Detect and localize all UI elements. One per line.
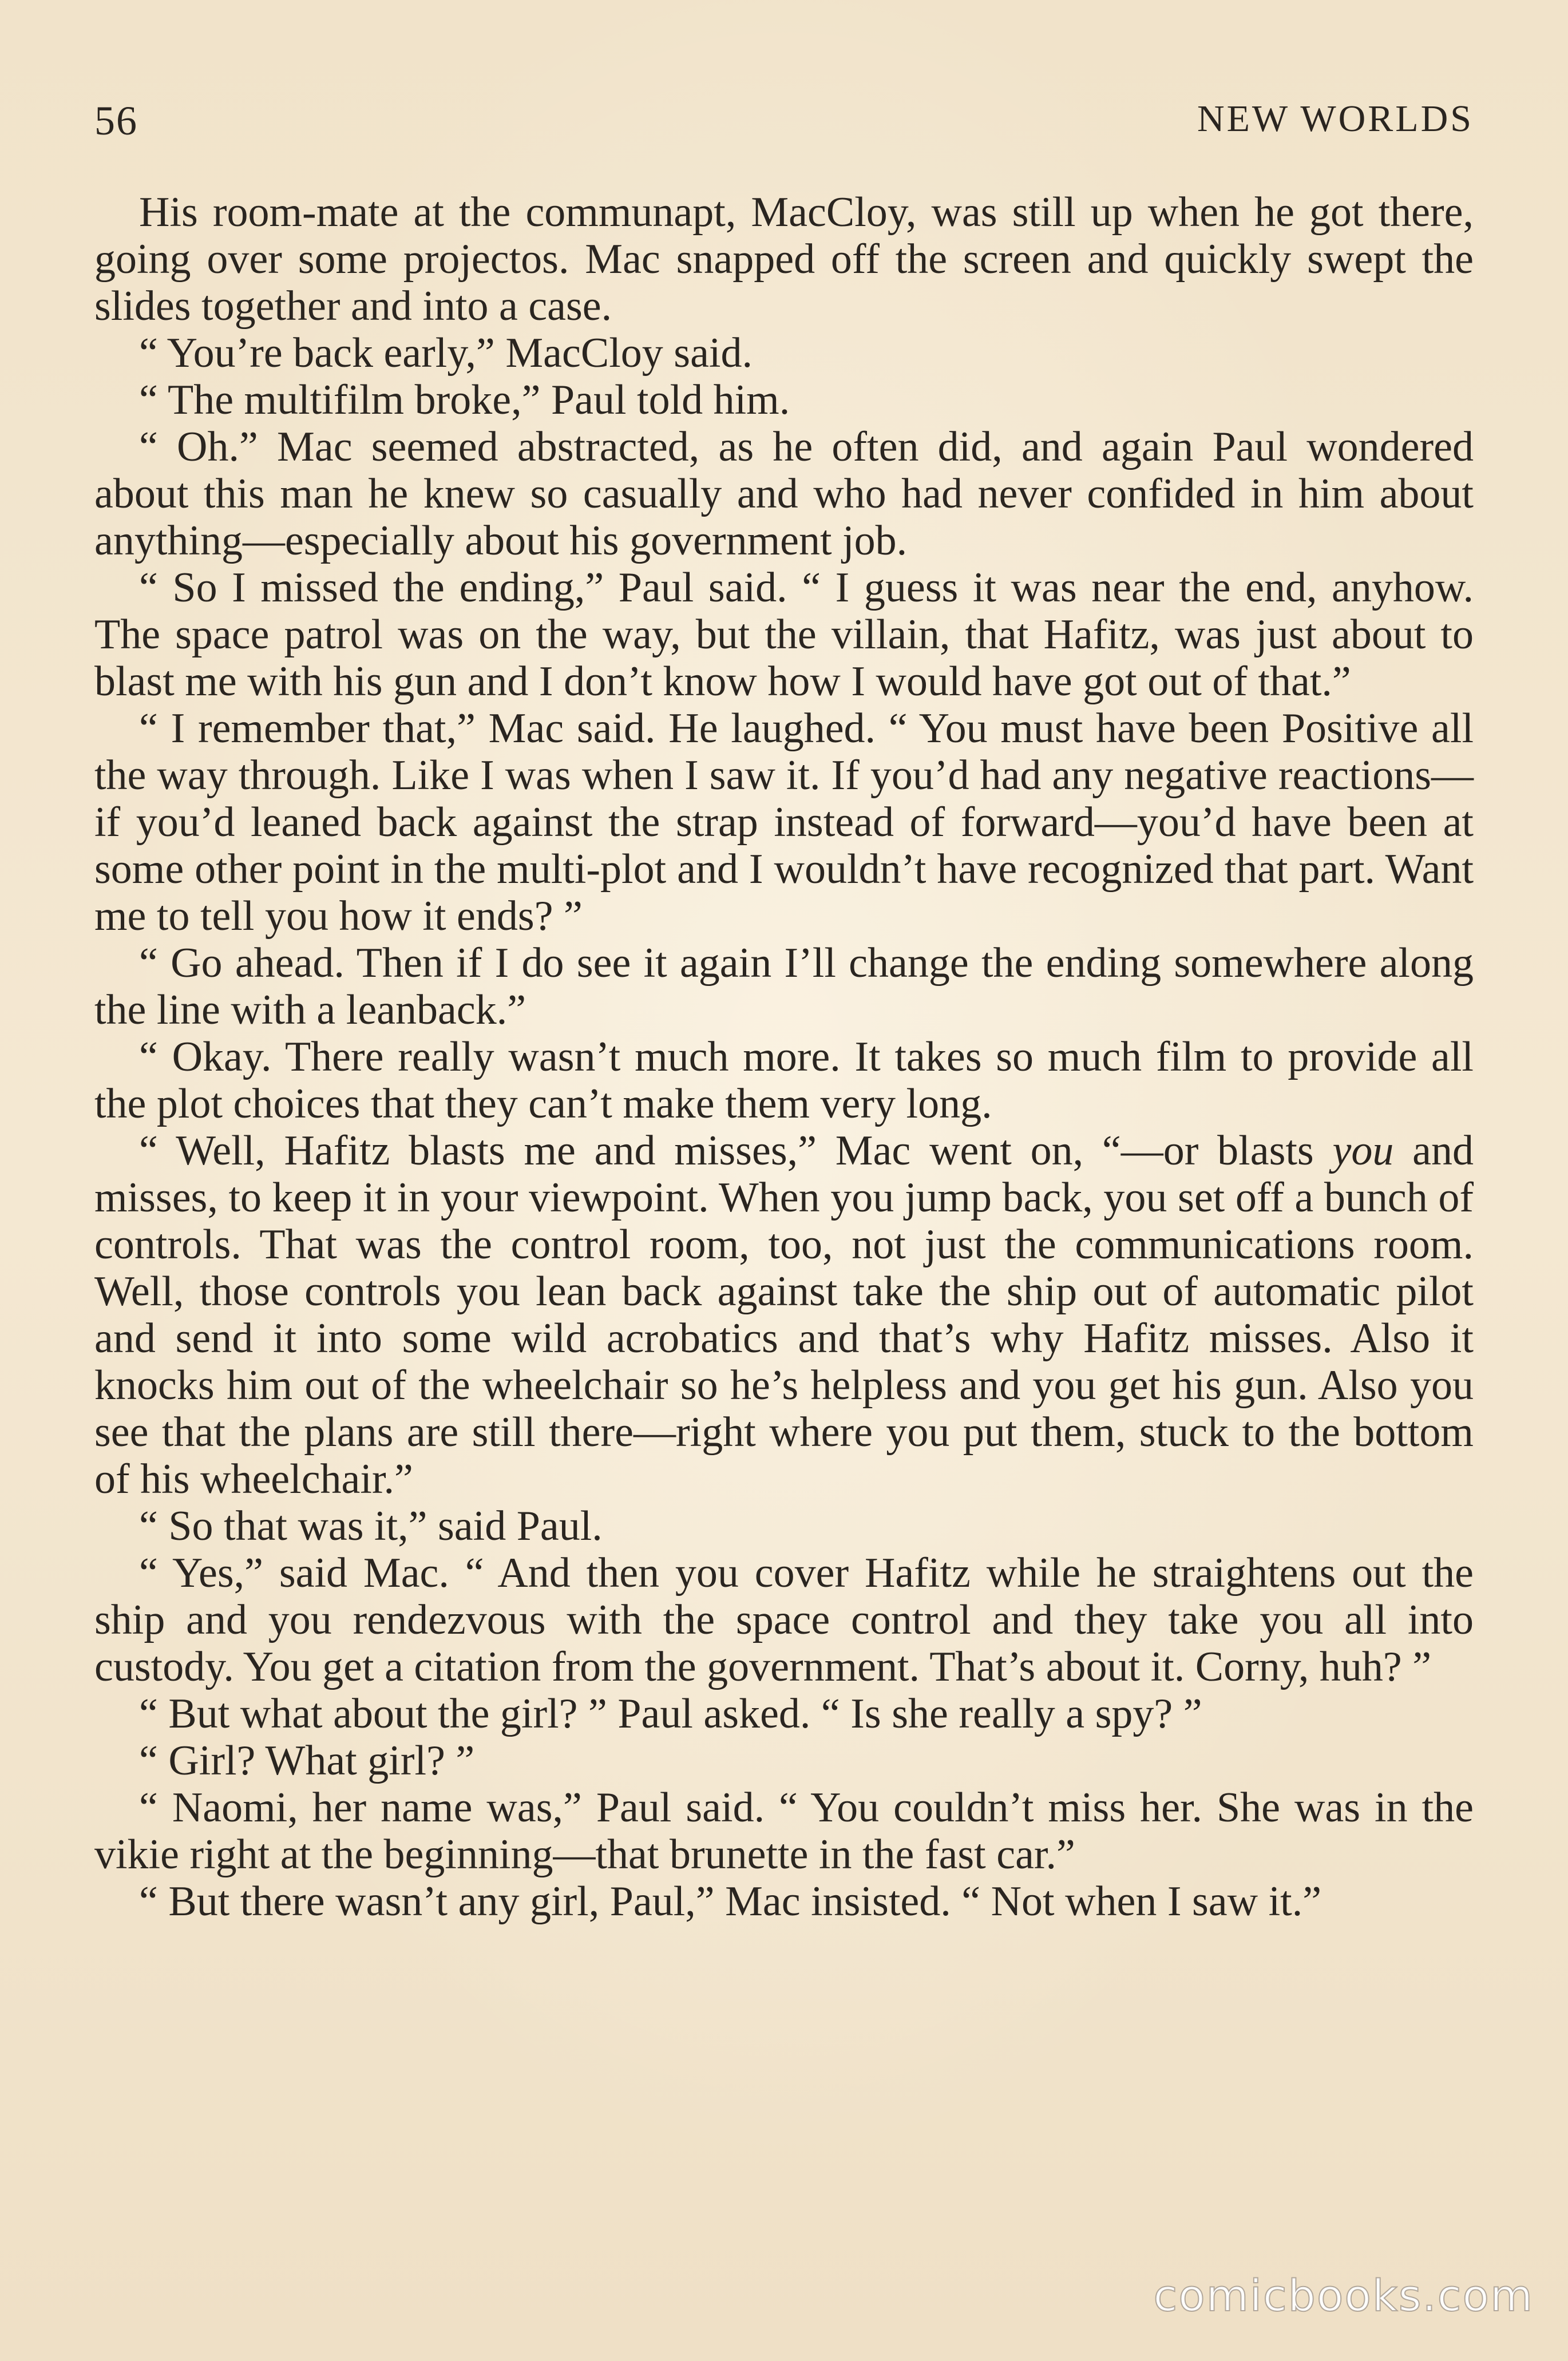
- paragraph: “ But what about the girl? ” Paul asked. “ Is she really a spy? ”: [139, 1690, 1202, 1737]
- paragraph: “ You’re back early,” MacCloy said.: [139, 330, 753, 377]
- page-number: 56: [94, 98, 138, 144]
- paragraph: “ So I missed the ending,” Paul said. “ I guess it was near the end, anyhow. The space patrol was on the way, but the villain, that Hafitz, was just about to blast me with his gun and I don’t know how I would have got out of that.”: [94, 564, 1474, 705]
- paragraph: “ So that was it,” said Paul.: [139, 1503, 603, 1550]
- watermark: comicbooks.com: [1153, 2270, 1534, 2321]
- paragraph: “ The multifilm broke,” Paul told him.: [139, 377, 790, 423]
- paragraph: “ Yes,” said Mac. “ And then you cover Hafitz while he straightens out the ship and you rendezvous with the space control and they take you all into custody. You get a citation from the government. That’s about it. Corny, huh? ”: [94, 1550, 1474, 1690]
- paragraph-text-after: and misses, to keep it in your viewpoint. When you jump back, you set off a bunch of controls. That was the control room, too, not just the communications room. Well, those controls you lean back against take the ship out of automatic pilot and send it into some wild acrobatics and that’s why Hafitz misses. Also it knocks him out of the wheelchair so he’s helpless and you get his gun. Also you see that the plans are still there—right where you put them, stuck to the bottom of his wheelchair.”: [94, 1127, 1474, 1503]
- running-head: NEW WORLDS: [1197, 98, 1474, 140]
- paragraph: “ Girl? What girl? ”: [139, 1737, 475, 1784]
- paragraph: “ I remember that,” Mac said. He laughed. “ You must have been Positive all the way through. Like I was when I saw it. If you’d had any negative reactions—if you’d leaned back against the strap instead of forward—you’d have been at some other point in the multi-plot and I wouldn’t have recognized that part. Want me to tell you how it ends? ”: [94, 705, 1474, 940]
- paragraph: “ But there wasn’t any girl, Paul,” Mac insisted. “ Not when I saw it.”: [139, 1878, 1322, 1925]
- paragraph: “ Go ahead. Then if I do see it again I’ll change the ending somewhere along the line with a leanback.”: [94, 940, 1474, 1033]
- paragraph: His room-mate at the communapt, MacCloy, was still up when he got there, going over some projectos. Mac snapped off the screen and quickly swept the slides together and into a case.: [94, 189, 1474, 330]
- body-text: [94, 189, 1474, 1925]
- paragraph: “ Okay. There really wasn’t much more. It takes so much film to provide all the plot choices that they can’t make them very long.: [94, 1033, 1474, 1127]
- page-header: [94, 97, 1474, 166]
- paragraph-text-before: “ Well, Hafitz blasts me and misses,” Mac went on, “—or blasts: [139, 1127, 1333, 1174]
- emphasized-word: you: [1332, 1127, 1394, 1174]
- paragraph: “ Naomi, her name was,” Paul said. “ You couldn’t miss her. She was in the vikie right at the beginning—that brunette in the fast car.”: [94, 1784, 1474, 1878]
- paragraph-with-emphasis: [94, 1127, 1474, 1503]
- paragraph: “ Oh.” Mac seemed abstracted, as he often did, and again Paul wondered about this man he knew so casually and who had never confided in him about anything—especially about his government job.: [94, 423, 1474, 564]
